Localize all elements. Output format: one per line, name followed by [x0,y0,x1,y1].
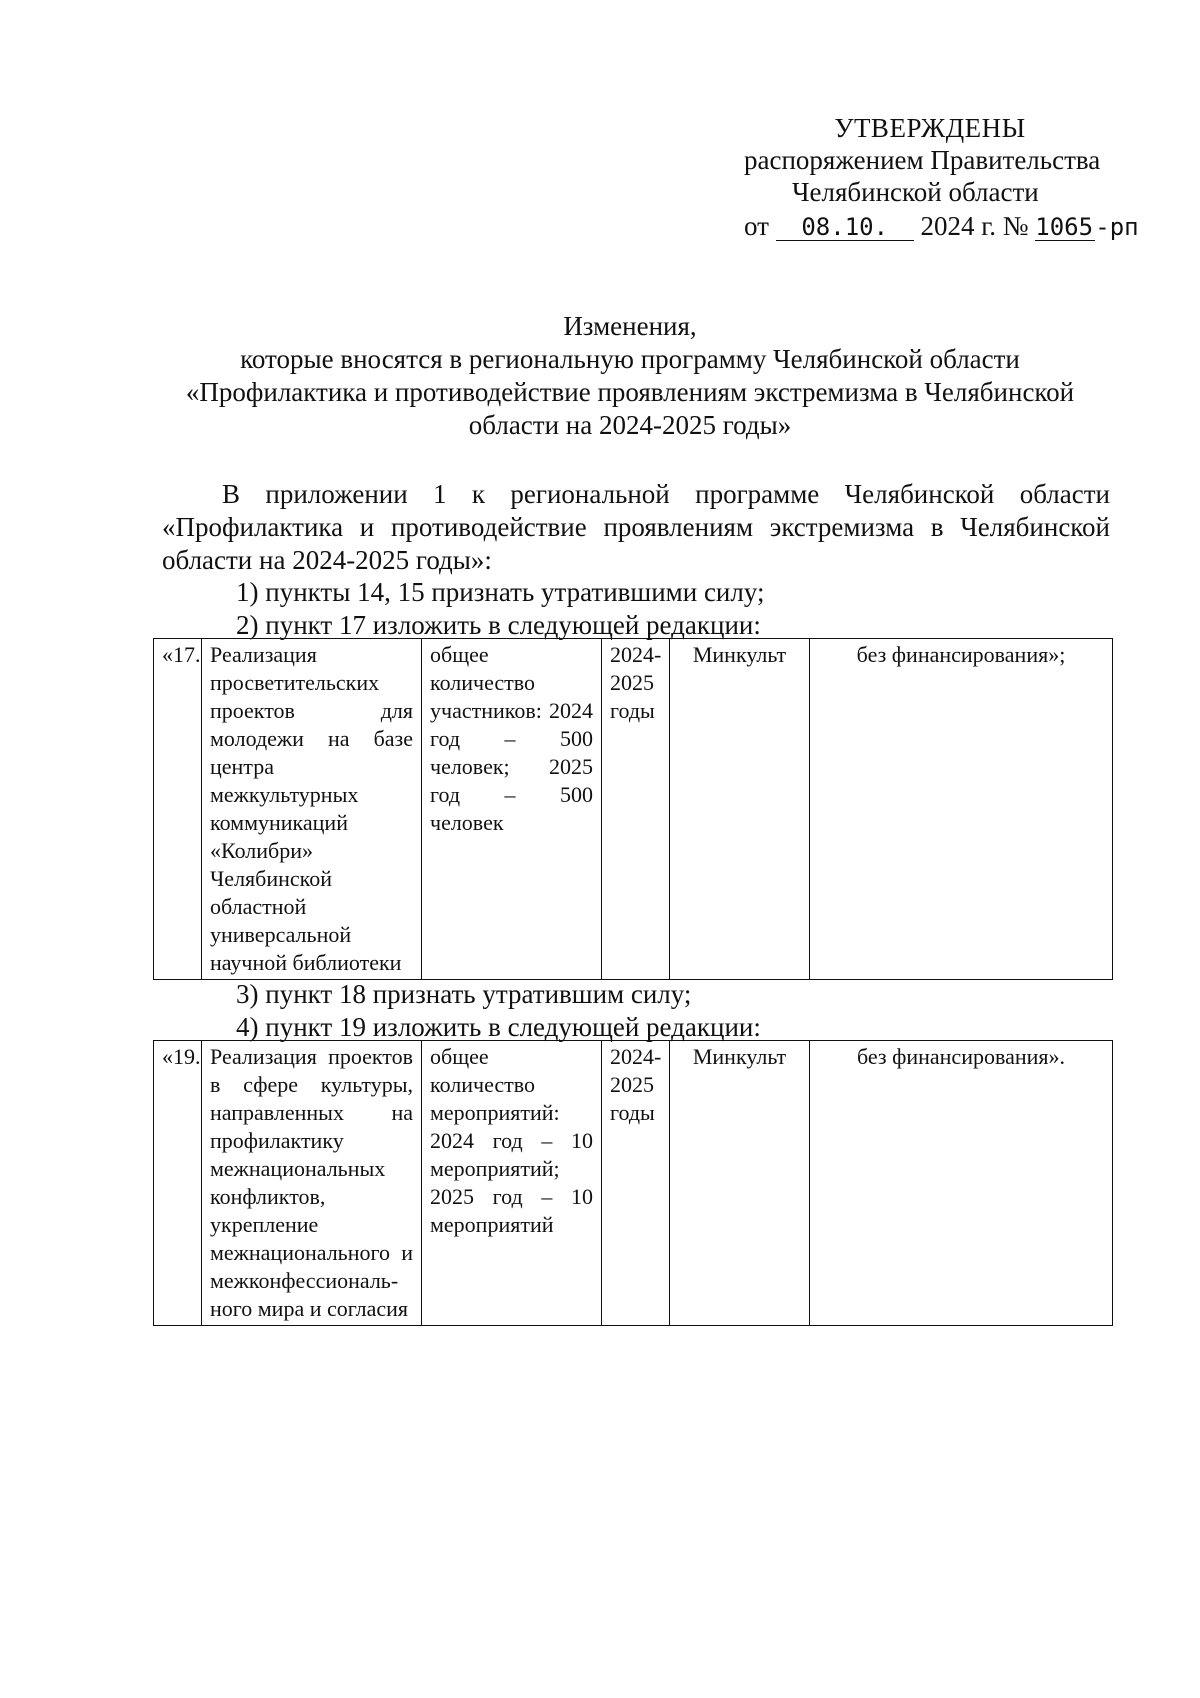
item-2: 2) пункт 17 изложить в следующей редакции: [236,610,761,640]
funding: без финансирования»; [810,639,1113,980]
item-3: 3) пункт 18 признать утратившим силу; [236,979,692,1009]
from-label: от [744,211,769,241]
approval-number-suffix: -рп [1095,213,1139,241]
approval-block [700,112,1139,243]
table-row [154,639,1113,980]
row-number: «17. [154,639,202,980]
indicator: общее количество мероприятий: 2024 год – 10 мероприятий; 2025 год – 10 мероприятий [422,1041,602,1326]
heading-line-2: которые вносятся в региональную программу Челябинской области [240,344,1020,374]
executor: Минкульт [670,1041,810,1326]
indicator: общее количество участников: 2024 год – 500 человек; 2025 год – 500 человек [422,639,602,980]
intro-paragraph: В приложении 1 к региональной программе Челябинской области «Профилактика и противодействие проявлениям экстремизма в Челябинской области на 2024-2025 годы»: [162,479,1110,575]
heading-line-1: Изменения, [563,311,697,341]
heading-line-4: области на 2024-2025 годы» [468,410,792,440]
measure-name: Реализация просветительских проектов для молодежи на базе центра межкультурных коммуникаций «Колибри» Челябинской областной универсальной научной библиотеки [202,639,422,980]
approval-number: 1065 [1035,214,1095,241]
approval-date: 08.10. [776,214,914,241]
approval-date-line [744,210,1139,243]
row-number: «19. [154,1041,202,1326]
heading-line-3: «Профилактика и противодействие проявлениям экстремизма в Челябинской [185,377,1075,407]
approval-authority: распоряжением Правительства [744,145,1101,175]
funding: без финансирования». [810,1041,1113,1326]
document-heading [150,310,1110,442]
executor: Минкульт [670,639,810,980]
period: 2024-2025 годы [602,639,670,980]
item-1: 1) пункты 14, 15 признать утратившими силу; [236,577,765,607]
approval-title: УТВЕРЖДЕНЫ [834,113,1026,143]
approval-region: Челябинской области [792,177,1039,207]
item-4: 4) пункт 19 изложить в следующей редакции: [236,1012,761,1042]
period: 2024-2025 годы [602,1041,670,1326]
table-point-17 [153,638,1113,980]
measure-name: Реализация проектов в сфере культуры, направленных на профилактику межнациональных конфликтов, укрепление межнационального и межконфессиональ-ного мира и согласия [202,1041,422,1326]
approval-year: 2024 г. № [920,211,1029,241]
table-point-19 [153,1040,1113,1326]
table-row [154,1041,1113,1326]
